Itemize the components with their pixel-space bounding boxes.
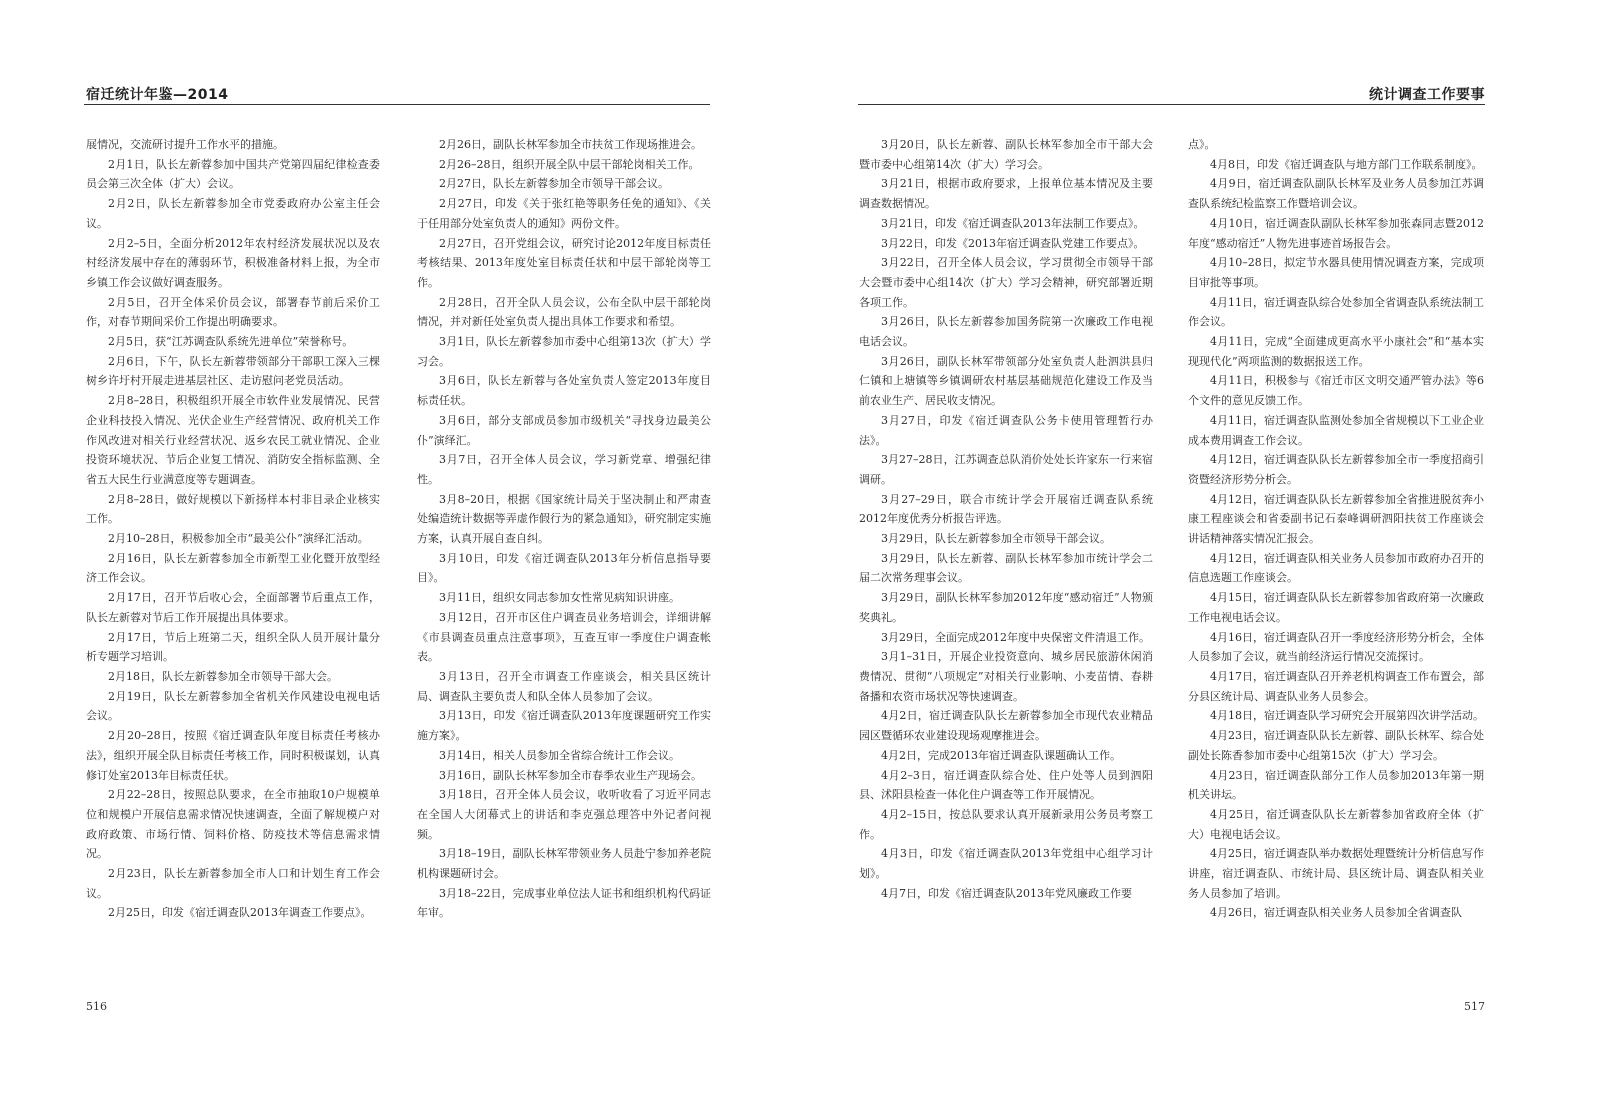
chronicle-entry: 4月10日，宿迁调查队副队长林军参加张森同志暨2012年度“感动宿迁”人物先进事迹首场报告会。 bbox=[1188, 216, 1484, 250]
chronicle-entry: 4月2日，宿迁调查队队长左新蓉参加全市现代农业精品园区暨循环农业建设现场观摩推进会。 bbox=[859, 709, 1153, 743]
chronicle-entry: 3月26日，队长左新蓉参加国务院第一次廉政工作电视电话会议。 bbox=[859, 315, 1153, 349]
left-page bbox=[0, 0, 800, 1099]
chronicle-entry: 3月16日，副队长林军参加全市春季农业生产现场会。 bbox=[439, 768, 702, 782]
chronicle-entry: 3月18–19日，副队长林军带领业务人员赴宁参加养老院机构课题研讨会。 bbox=[417, 847, 711, 881]
chronicle-entry: 3月29日，全面完成2012年度中央保密文件清退工作。 bbox=[881, 630, 1150, 644]
chronicle-entry: 3月27–28日，江苏调查总队消价处处长许家东一行来宿调研。 bbox=[859, 453, 1153, 486]
chronicle-entry: 3月29日，队长左新蓉参加全市领导干部会议。 bbox=[881, 532, 1111, 546]
chronicle-entry: 4月23日，宿迁调查队部分工作人员参加2013年第一期机关讲坛。 bbox=[1188, 768, 1484, 802]
chronicle-entry: 3月21日，根据市政府要求，上报单位基本情况及主要调查数据情况。 bbox=[859, 177, 1153, 211]
chronicle-entry: 2月17日，节后上班第二天，组织全队人员开展计量分析专题学习培训。 bbox=[86, 630, 380, 664]
chronicle-entry: 4月2日，完成2013年宿迁调查队课题确认工作。 bbox=[881, 748, 1121, 762]
chronicle-entry: 3月7日，召开全体人员会议，学习新党章、增强纪律性。 bbox=[417, 453, 711, 486]
chronicle-entry: 2月6日，下午，队长左新蓉带领部分干部职工深入三棵树乡许圩村开展走进基层社区、走访慰问老党员活动。 bbox=[86, 354, 380, 388]
chronicle-entry: 2月27日，印发《关于张红艳等职务任免的通知》、《关于任用部分处室负责人的通知》两份文件。 bbox=[417, 197, 711, 230]
chronicle-entry: 4月11日，宿迁调查队监测处参加全省规模以下工业企业成本费用调查工作会议。 bbox=[1188, 413, 1484, 447]
chronicle-entry: 2月27日，召开党组会议，研究讨论2012年度目标责任考核结果、2013年度处室目标责任状和中层干部轮岗等工作。 bbox=[417, 236, 711, 289]
chronicle-entry: 3月11日，组织女同志参加女性常见病知识讲座。 bbox=[439, 591, 680, 605]
chronicle-entry: 3月29日，队长左新蓉、副队长林军参加市统计学会二届二次常务理事会议。 bbox=[859, 551, 1153, 585]
chronicle-entry: 3月13日，印发《宿迁调查队2013年度课题研究工作实施方案》。 bbox=[417, 709, 711, 743]
chronicle-entry: 2月26日，副队长林军参加全市扶贫工作现场推进会。 bbox=[439, 138, 702, 151]
chronicle-entry: 展情况，交流研讨提升工作水平的措施。 bbox=[86, 138, 284, 151]
chronicle-entry: 4月23日，宿迁调查队队长左新蓉、副队长林军、综合处副处长陈香参加市委中心组第15次（扩大）学习会。 bbox=[1188, 729, 1484, 762]
chronicle-entry: 2月19日，队长左新蓉参加全省机关作风建设电视电话会议。 bbox=[86, 689, 380, 723]
chronicle-entry: 2月23日，队长左新蓉参加全市人口和计划生育工作会议。 bbox=[86, 867, 380, 900]
text-column-right-1 bbox=[859, 135, 1153, 955]
chronicle-entry: 2月22–28日，按照总队要求，在全市抽取10户规模单位和规模户开展信息需求情况快速调查，全面了解规模户对政府政策、市场行情、饲料价格、防疫技术等信息需求情况。 bbox=[86, 788, 380, 861]
chronicle-entry: 2月8–28日，积极组织开展全市软件业发展情况、民营企业科技投入情况、光伏企业生产经营情况、政府机关工作作风改进对相关行业经营状况、返乡农民工就业情况、企业投资环境状况、节后企业复工情况、消防安全指标监测、全省五大民生行业满意度等专题调查。 bbox=[86, 394, 380, 486]
chronicle-entry: 2月8–28日，做好规模以下新扬样本村非目录企业核实工作。 bbox=[86, 492, 380, 526]
page-number-right: 517 bbox=[1464, 1000, 1485, 1013]
chronicle-entry: 4月7日，印发《宿迁调查队2013年党风廉政工作要 bbox=[881, 886, 1132, 900]
chronicle-entry: 4月3日，印发《宿迁调查队2013年党组中心组学习计划》。 bbox=[859, 847, 1153, 881]
chronicle-entry: 3月21日，印发《宿迁调查队2013年法制工作要点》。 bbox=[881, 216, 1145, 230]
chronicle-entry: 3月13日，召开全市调查工作座谈会，相关县区统计局、调查队主要负责人和队全体人员参加了会议。 bbox=[417, 669, 711, 703]
chronicle-entry: 2月17日，召开节后收心会，全面部署节后重点工作，队长左新蓉对节后工作开展提出具体要求。 bbox=[86, 591, 380, 624]
chronicle-entry: 4月25日，宿迁调查队举办数据处理暨统计分析信息写作讲座，宿迁调查队、市统计局、县区统计局、调查队相关业务人员参加了培训。 bbox=[1188, 847, 1484, 900]
chronicle-entry: 2月26–28日，组织开展全队中层干部轮岗相关工作。 bbox=[439, 157, 700, 171]
chronicle-entry: 3月1–31日，开展企业投资意向、城乡居民旅游休闲消费情况、贯彻“八项规定”对相关行业影响、小麦苗情、春耕备播和农资市场状况等快速调查。 bbox=[859, 650, 1153, 703]
chronicle-entry: 4月9日，宿迁调查队副队长林军及业务人员参加江苏调查队系统纪检监察工作暨培训会议。 bbox=[1188, 177, 1484, 211]
chronicle-entry: 2月18日，队长左新蓉参加全市领导干部大会。 bbox=[108, 669, 338, 683]
chronicle-entry: 3月6日，队长左新蓉与各处室负责人签定2013年度目标责任状。 bbox=[417, 374, 711, 408]
chronicle-entry: 2月2日，队长左新蓉参加全市党委政府办公室主任会议。 bbox=[86, 197, 380, 230]
chronicle-entry: 3月29日，副队长林军参加2012年度“感动宿迁”人物颁奖典礼。 bbox=[859, 591, 1153, 624]
chronicle-entry: 4月10–28日，拟定节水器具使用情况调查方案，完成项目审批等事项。 bbox=[1188, 256, 1484, 289]
chronicle-entry: 4月25日，宿迁调查队队长左新蓉参加省政府全体（扩大）电视电话会议。 bbox=[1188, 807, 1484, 841]
chronicle-entry: 4月18日，宿迁调查队学习研究会开展第四次讲学活动。 bbox=[1210, 709, 1484, 723]
header-rule-right bbox=[858, 104, 1485, 105]
chronicle-entry: 4月2–3日，宿迁调查队综合处、住户处等人员到泗阳县、沭阳县检查一体化住户调查等工作开展情况。 bbox=[859, 768, 1153, 802]
chronicle-entry: 4月8日，印发《宿迁调查队与地方部门工作联系制度》。 bbox=[1210, 157, 1483, 171]
chronicle-entry: 4月16日，宿迁调查队召开一季度经济形势分析会，全体人员参加了会议，就当前经济运行情况交流探讨。 bbox=[1188, 630, 1484, 664]
chronicle-entry: 3月10日，印发《宿迁调查队2013年分析信息指导要目》。 bbox=[417, 551, 711, 585]
chronicle-entry: 4月2–15日，按总队要求认真开展新录用公务员考察工作。 bbox=[859, 807, 1153, 841]
chronicle-entry: 4月12日，宿迁调查队队长左新蓉参加全省推进脱贫奔小康工程座谈会和省委副书记石泰峰调研泗阳扶贫工作座谈会讲话精神落实情况汇报会。 bbox=[1188, 492, 1484, 546]
chronicle-entry: 4月17日，宿迁调查队召开养老机构调查工作布置会，部分县区统计局、调查队业务人员参会。 bbox=[1188, 669, 1484, 703]
chronicle-entry: 3月12日，召开市区住户调查员业务培训会，详细讲解《市县调查员重点注意事项》，互查互审一季度住户调查帐表。 bbox=[417, 610, 711, 664]
text-column-left-1 bbox=[86, 135, 380, 955]
chronicle-entry: 2月5日，获“江苏调查队系统先进单位”荣誉称号。 bbox=[108, 335, 354, 349]
chronicle-entry: 2月2–5日，全面分析2012年农村经济发展状况以及农村经济发展中存在的薄弱环节，积极准备材料上报，为全市乡镇工作会议做好调查服务。 bbox=[86, 236, 380, 289]
chronicle-entry: 3月26日，副队长林军带领部分处室负责人赴泗洪县归仁镇和上塘镇等乡镇调研农村基层基础规范化建设工作及当前农业生产、居民收支情况。 bbox=[859, 354, 1153, 408]
chronicle-entry: 3月18日，召开全体人员会议，收听收看了习近平同志在全国人大闭幕式上的讲话和李克强总理答中外记者问视频。 bbox=[417, 788, 711, 841]
chronicle-entry: 2月25日，印发《宿迁调查队2013年调查工作要点》。 bbox=[108, 906, 372, 920]
chronicle-entry: 2月27日，队长左新蓉参加全市领导干部会议。 bbox=[439, 177, 669, 191]
chronicle-entry: 3月27日，印发《宿迁调查队公务卡使用管理暂行办法》。 bbox=[859, 413, 1153, 447]
chronicle-entry: 2月1日，队长左新蓉参加中国共产党第四届纪律检查委员会第三次全体（扩大）会议。 bbox=[86, 157, 380, 191]
chronicle-entry: 2月16日，队长左新蓉参加全市新型工业化暨开放型经济工作会议。 bbox=[86, 551, 380, 585]
chronicle-entry: 3月6日，部分支部成员参加市级机关“寻找身边最美公仆”演绎汇。 bbox=[417, 413, 711, 447]
chronicle-entry: 点》。 bbox=[1188, 138, 1216, 151]
chronicle-entry: 4月11日，完成“全面建成更高水平小康社会”和“基本实现现代化”两项监测的数据报送工作。 bbox=[1188, 335, 1484, 368]
chronicle-entry: 3月8–20日，根据《国家统计局关于坚决制止和严肃查处编造统计数据等弄虚作假行为的紧急通知》，研究制定实施方案，认真开展自查自纠。 bbox=[417, 492, 711, 546]
text-column-right-2 bbox=[1188, 135, 1484, 955]
chronicle-entry: 4月26日，宿迁调查队相关业务人员参加全省调查队 bbox=[1210, 906, 1462, 920]
chronicle-entry: 4月11日，积极参与《宿迁市区文明交通严管办法》等6个文件的意见反馈工作。 bbox=[1188, 374, 1484, 408]
chronicle-entry: 2月10–28日，积极参加全市“最美公仆”演绎汇活动。 bbox=[108, 532, 369, 546]
chronicle-entry: 4月15日，宿迁调查队队长左新蓉参加省政府第一次廉政工作电视电话会议。 bbox=[1188, 591, 1484, 624]
page-number-left: 516 bbox=[86, 1000, 107, 1013]
chronicle-entry: 2月28日，召开全队人员会议，公布全队中层干部轮岗情况，并对新任处室负责人提出具体工作要求和希望。 bbox=[417, 295, 711, 329]
chronicle-entry: 3月27–29日，联合市统计学会开展宿迁调查队系统2012年度优秀分析报告评选。 bbox=[859, 492, 1153, 526]
chronicle-entry: 3月22日，印发《2013年宿迁调查队党建工作要点》。 bbox=[881, 236, 1145, 250]
chronicle-entry: 4月12日，宿迁调查队相关业务人员参加市政府办召开的信息选题工作座谈会。 bbox=[1188, 551, 1484, 585]
chronicle-entry: 2月20–28日，按照《宿迁调查队年度目标责任考核办法》，组织开展全队目标责任考核工作，同时积极谋划，认真修订处室2013年目标责任状。 bbox=[86, 729, 380, 782]
chronicle-entry: 2月5日，召开全体采价员会议，部署春节前后采价工作，对春节期间采价工作提出明确要求。 bbox=[86, 295, 380, 329]
chronicle-entry: 4月12日，宿迁调查队队长左新蓉参加全市一季度招商引资暨经济形势分析会。 bbox=[1188, 453, 1484, 486]
text-column-left-2 bbox=[417, 135, 711, 955]
right-page bbox=[800, 0, 1609, 1099]
running-header-right: 统计调查工作要事 bbox=[1369, 87, 1485, 103]
chronicle-entry: 3月14日，相关人员参加全省综合统计工作会议。 bbox=[439, 748, 680, 762]
chronicle-entry: 3月22日，召开全体人员会议，学习贯彻全市领导干部大会暨市委中心组14次（扩大）学习会精神，研究部署近期各项工作。 bbox=[859, 256, 1153, 309]
header-rule-left bbox=[84, 104, 710, 105]
chronicle-entry: 3月18–22日，完成事业单位法人证书和组织机构代码证年审。 bbox=[417, 886, 711, 920]
running-header-left: 宿迁统计年鉴—2014 bbox=[86, 87, 229, 103]
chronicle-entry: 4月11日，宿迁调查队综合处参加全省调查队系统法制工作会议。 bbox=[1188, 295, 1484, 329]
chronicle-entry: 3月1日，队长左新蓉参加市委中心组第13次（扩大）学习会。 bbox=[417, 335, 711, 368]
chronicle-entry: 3月20日，队长左新蓉、副队长林军参加全市干部大会暨市委中心组第14次（扩大）学习会。 bbox=[859, 138, 1153, 171]
